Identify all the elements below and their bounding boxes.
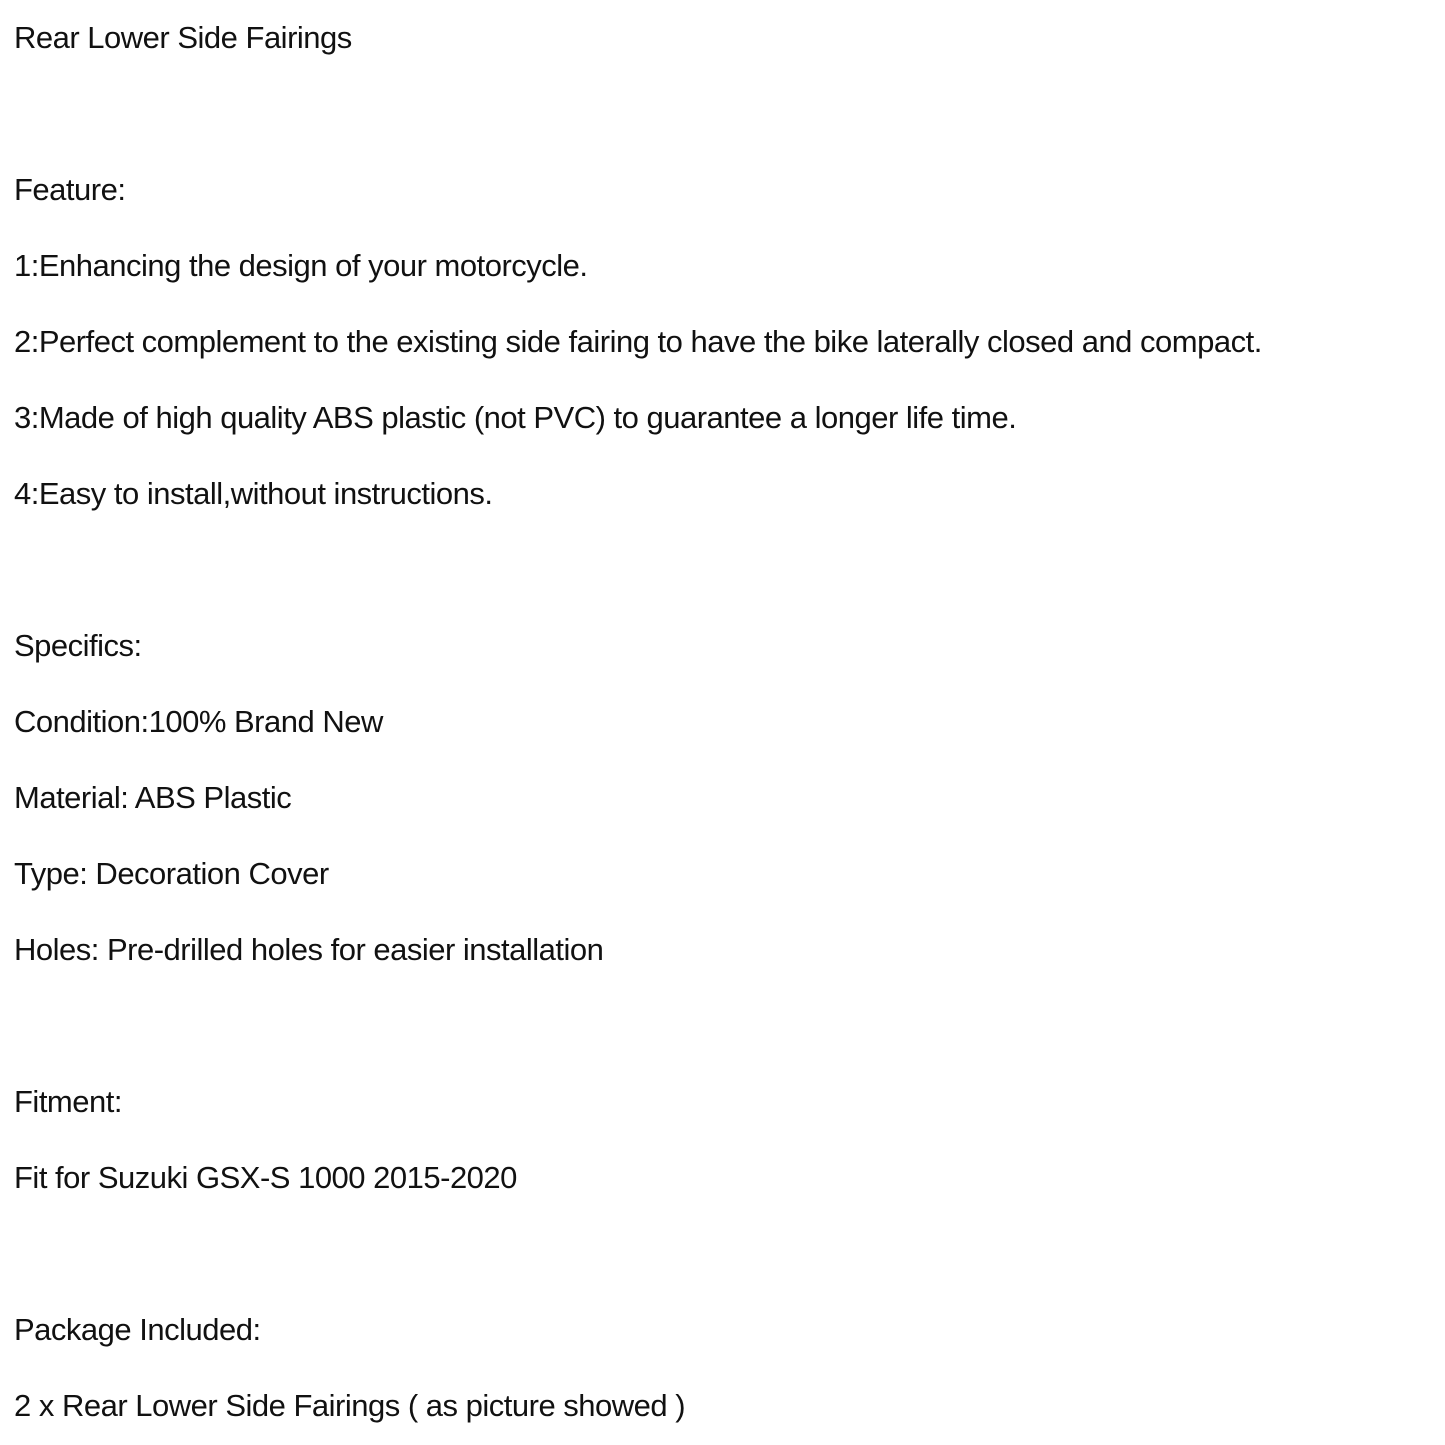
section-heading-feature: Feature: — [14, 172, 126, 207]
fitment-line: Fit for Suzuki GSX-S 1000 2015-2020 — [14, 1160, 517, 1195]
specifics-holes: Holes: Pre-drilled holes for easier installation — [14, 932, 604, 967]
package-included-line: 2 x Rear Lower Side Fairings ( as picture showed ) — [14, 1388, 686, 1423]
section-heading-specifics: Specifics: — [14, 628, 142, 663]
section-heading-package-included: Package Included: — [14, 1312, 261, 1347]
feature-item-2: 2:Perfect complement to the existing side fairing to have the bike laterally closed and compact. — [14, 324, 1262, 359]
document-title: Rear Lower Side Fairings — [14, 20, 352, 55]
feature-item-4: 4:Easy to install,without instructions. — [14, 476, 493, 511]
specifics-condition: Condition:100% Brand New — [14, 704, 383, 739]
spacer — [14, 1216, 1445, 1292]
specifics-type: Type: Decoration Cover — [14, 856, 329, 891]
section-heading-fitment: Fitment: — [14, 1084, 122, 1119]
specifics-material: Material: ABS Plastic — [14, 780, 292, 815]
spacer — [14, 76, 1445, 152]
spacer — [14, 988, 1445, 1064]
spacer — [14, 532, 1445, 608]
feature-item-3: 3:Made of high quality ABS plastic (not PVC) to guarantee a longer life time. — [14, 400, 1017, 435]
feature-item-1: 1:Enhancing the design of your motorcycle. — [14, 248, 588, 283]
